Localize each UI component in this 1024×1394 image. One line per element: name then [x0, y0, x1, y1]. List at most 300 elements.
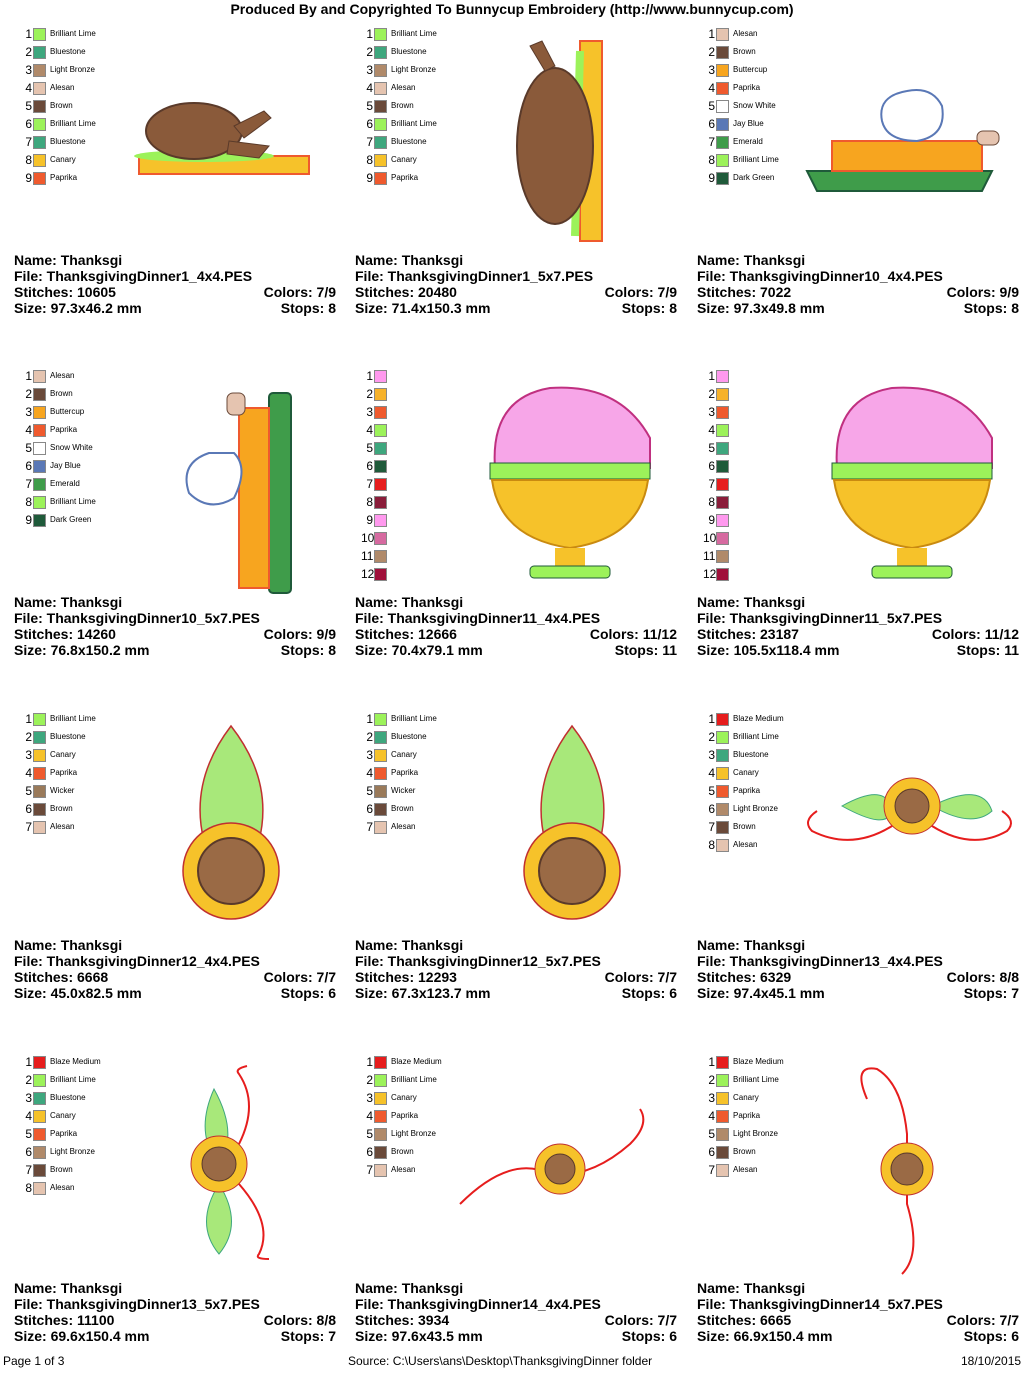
thread-number: 7: [366, 1163, 373, 1177]
design-name: Thanksgi: [401, 594, 464, 610]
thread-swatch: [374, 532, 387, 545]
thread-row: [703, 1108, 793, 1126]
thread-swatch: [33, 460, 46, 473]
design-card: [14, 26, 344, 366]
design-size: 70.4x79.1 mm: [391, 642, 483, 658]
thread-row: [20, 368, 110, 386]
embroidery-preview: [109, 1054, 344, 1284]
source-path: Source: C:\Users\ans\Desktop\ThanksgivingDinner folder: [348, 1354, 653, 1368]
design-info: Name: Thanksgi File: ThanksgivingDinner11_4x4.PES Stitches: 12666 Colors: 11/12 Size: 70.4x79.1 mm Stops: 11: [355, 594, 677, 658]
design-file: ThanksgivingDinner12_5x7.PES: [387, 953, 601, 969]
thread-row: [703, 729, 793, 747]
stitch-count: 6668: [77, 969, 109, 985]
thread-swatch: [374, 370, 387, 383]
thread-row: [20, 512, 110, 530]
thread-number: 4: [366, 423, 373, 437]
thread-number: 5: [25, 441, 32, 455]
thread-name: Bluestone: [50, 1093, 86, 1102]
thread-row: [703, 494, 793, 512]
color-count: 11/12: [984, 626, 1019, 642]
thread-row: [703, 711, 793, 729]
thread-name: Brilliant Lime: [733, 1075, 779, 1084]
thread-number: 2: [708, 1073, 715, 1087]
thread-number: 4: [25, 1109, 32, 1123]
design-file: ThanksgivingDinner14_4x4.PES: [387, 1296, 601, 1312]
thread-row: [361, 512, 451, 530]
thread-name: Canary: [50, 155, 76, 164]
thread-row: [20, 1054, 110, 1072]
thread-row: [361, 1126, 451, 1144]
thread-number: 6: [708, 117, 715, 131]
thread-row: [20, 494, 110, 512]
design-size: 97.3x46.2 mm: [50, 300, 142, 316]
design-card: [355, 368, 685, 708]
design-size: 45.0x82.5 mm: [50, 985, 142, 1001]
thread-number: 7: [708, 820, 715, 834]
design-name: Thanksgi: [60, 594, 123, 610]
thread-name: Jay Blue: [733, 119, 764, 128]
thread-swatch: [33, 767, 46, 780]
thread-name: Brilliant Lime: [391, 119, 437, 128]
thread-number: 7: [708, 1163, 715, 1177]
color-count: 7/9: [657, 284, 677, 300]
thread-swatch: [33, 28, 46, 41]
thread-number: 5: [366, 1127, 373, 1141]
stitch-count: 3934: [418, 1312, 450, 1328]
thread-row: [703, 458, 793, 476]
thread-swatch: [716, 172, 729, 185]
thread-swatch: [33, 1146, 46, 1159]
thread-name: Light Bronze: [50, 1147, 95, 1156]
design-size: 69.6x150.4 mm: [50, 1328, 150, 1344]
embroidery-preview: [109, 26, 344, 256]
embroidery-preview: [792, 368, 1024, 598]
thread-name: Wicker: [50, 786, 75, 795]
thread-number: 6: [708, 1145, 715, 1159]
thread-swatch: [374, 1074, 387, 1087]
thread-number: 1: [25, 1055, 32, 1069]
thread-row: [361, 819, 451, 837]
thread-row: [20, 1126, 110, 1144]
embroidery-preview: [450, 711, 685, 941]
thread-name: Brilliant Lime: [733, 732, 779, 741]
thread-number: 6: [366, 1145, 373, 1159]
thread-swatch: [374, 154, 387, 167]
thread-name: Paprika: [50, 1129, 78, 1138]
design-name: Thanksgi: [60, 252, 123, 268]
thread-swatch: [33, 1092, 46, 1105]
thread-number: 3: [25, 1091, 32, 1105]
thread-swatch: [716, 424, 729, 437]
thread-swatch: [33, 406, 46, 419]
thread-swatch: [716, 749, 729, 762]
thread-name: Brown: [50, 389, 73, 398]
thread-swatch: [716, 406, 729, 419]
thread-swatch: [374, 514, 387, 527]
thread-name: Alesan: [391, 83, 416, 92]
thread-row: [361, 170, 451, 188]
thread-number: 5: [25, 784, 32, 798]
thread-name: Brilliant Lime: [50, 119, 96, 128]
thread-number: 1: [25, 27, 32, 41]
thread-name: Bluestone: [391, 137, 427, 146]
thread-swatch: [716, 839, 729, 852]
thread-number: 9: [25, 171, 32, 185]
stop-count: 6: [669, 1328, 677, 1344]
thread-number: 9: [708, 513, 715, 527]
design-size: 105.5x118.4 mm: [733, 642, 840, 658]
thread-number: 1: [25, 369, 32, 383]
thread-swatch: [716, 496, 729, 509]
thread-row: [361, 152, 451, 170]
thread-row: [361, 386, 451, 404]
thread-row: [361, 1090, 451, 1108]
thread-swatch: [33, 496, 46, 509]
thread-swatch: [716, 785, 729, 798]
thread-row: [20, 1162, 110, 1180]
thread-number: 6: [366, 117, 373, 131]
embroidery-preview: [109, 711, 344, 941]
thread-row: [20, 386, 110, 404]
thread-number: 12: [703, 567, 717, 581]
thread-name: Paprika: [391, 173, 419, 182]
thread-row: [703, 440, 793, 458]
design-card: [14, 368, 344, 708]
thread-row: [20, 152, 110, 170]
thread-row: [20, 26, 110, 44]
thread-swatch: [33, 803, 46, 816]
design-size: 67.3x123.7 mm: [391, 985, 491, 1001]
thread-number: 3: [366, 63, 373, 77]
thread-row: [361, 1054, 451, 1072]
thread-name: Blaze Medium: [733, 1057, 784, 1066]
embroidery-preview: [792, 1054, 1024, 1284]
thread-number: 2: [25, 1073, 32, 1087]
thread-name: Brilliant Lime: [391, 1075, 437, 1084]
thread-row: [703, 1090, 793, 1108]
thread-swatch: [374, 803, 387, 816]
thread-number: 5: [708, 1127, 715, 1141]
thread-number: 6: [708, 802, 715, 816]
thread-name: Brown: [50, 101, 73, 110]
thread-name: Bluestone: [391, 732, 427, 741]
thread-number: 2: [366, 730, 373, 744]
thread-swatch: [33, 118, 46, 131]
thread-swatch: [374, 767, 387, 780]
color-count: 9/9: [999, 284, 1019, 300]
thread-name: Blaze Medium: [50, 1057, 101, 1066]
thread-number: 5: [366, 784, 373, 798]
design-size: 71.4x150.3 mm: [391, 300, 491, 316]
thread-number: 8: [25, 495, 32, 509]
thread-swatch: [33, 154, 46, 167]
thread-name: Paprika: [733, 1111, 761, 1120]
thread-name: Brown: [50, 1165, 73, 1174]
design-name: Thanksgi: [60, 1280, 123, 1296]
stitch-count: 23187: [760, 626, 799, 642]
thread-number: 5: [708, 99, 715, 113]
thread-swatch: [716, 46, 729, 59]
thread-name: Light Bronze: [733, 804, 778, 813]
thread-number: 3: [25, 748, 32, 762]
design-info: Name: Thanksgi File: ThanksgivingDinner10_4x4.PES Stitches: 7022 Colors: 9/9 Size: 97.3x49.8 mm Stops: 8: [697, 252, 1019, 316]
thread-row: [361, 116, 451, 134]
thread-number: 2: [25, 730, 32, 744]
thread-number: 5: [366, 99, 373, 113]
thread-name: Light Bronze: [50, 65, 95, 74]
thread-number: 7: [366, 477, 373, 491]
thread-swatch: [33, 1182, 46, 1195]
thread-swatch: [374, 64, 387, 77]
thread-name: Bluestone: [50, 732, 86, 741]
thread-name: Canary: [733, 768, 759, 777]
color-count: 8/8: [999, 969, 1019, 985]
thread-number: 1: [366, 27, 373, 41]
thread-number: 8: [708, 153, 715, 167]
thread-row: [20, 1144, 110, 1162]
thread-number: 3: [366, 1091, 373, 1105]
thread-swatch: [33, 713, 46, 726]
thread-number: 10: [361, 531, 375, 545]
thread-row: [20, 819, 110, 837]
thread-row: [361, 98, 451, 116]
thread-name: Emerald: [733, 137, 763, 146]
thread-name: Brilliant Lime: [50, 29, 96, 38]
thread-row: [703, 134, 793, 152]
color-count: 7/7: [657, 969, 677, 985]
thread-name: Canary: [391, 1093, 417, 1102]
thread-number: 11: [703, 549, 716, 563]
embroidery-preview: [792, 711, 1024, 941]
thread-swatch: [716, 388, 729, 401]
thread-row: [361, 44, 451, 62]
thread-name: Wicker: [391, 786, 416, 795]
thread-swatch: [374, 568, 387, 581]
thread-name: Brown: [733, 47, 756, 56]
thread-name: Brilliant Lime: [50, 714, 96, 723]
stop-count: 7: [328, 1328, 336, 1344]
design-info: Name: Thanksgi File: ThanksgivingDinner1_4x4.PES Stitches: 10605 Colors: 7/9 Size: 97.3x46.2 mm Stops: 8: [14, 252, 336, 316]
thread-row: [703, 1126, 793, 1144]
design-name: Thanksgi: [60, 937, 123, 953]
design-file: ThanksgivingDinner1_4x4.PES: [46, 268, 253, 284]
thread-swatch: [716, 1164, 729, 1177]
thread-name: Buttercup: [50, 407, 85, 416]
thread-swatch: [374, 82, 387, 95]
thread-name: Paprika: [50, 173, 78, 182]
thread-row: [703, 566, 793, 584]
thread-name: Brown: [391, 1147, 414, 1156]
thread-row: [703, 1054, 793, 1072]
embroidery-preview: [450, 368, 685, 598]
thread-swatch: [33, 172, 46, 185]
thread-name: Paprika: [50, 425, 78, 434]
thread-row: [361, 1162, 451, 1180]
thread-number: 6: [25, 1145, 32, 1159]
design-card: [697, 368, 1024, 708]
stop-count: 11: [662, 642, 677, 658]
thread-number: 7: [366, 135, 373, 149]
thread-row: [20, 404, 110, 422]
stitch-count: 14260: [77, 626, 116, 642]
thread-row: [703, 422, 793, 440]
thread-row: [361, 783, 451, 801]
thread-row: [361, 440, 451, 458]
page-number: Page 1 of 3: [3, 1354, 65, 1368]
design-info: Name: Thanksgi File: ThanksgivingDinner13_4x4.PES Stitches: 6329 Colors: 8/8 Size: 97.4x45.1 mm Stops: 7: [697, 937, 1019, 1001]
thread-swatch: [33, 100, 46, 113]
thread-swatch: [716, 64, 729, 77]
thread-swatch: [374, 1056, 387, 1069]
thread-number: 3: [708, 748, 715, 762]
thread-number: 3: [708, 63, 715, 77]
color-count: 7/7: [657, 1312, 677, 1328]
thread-swatch: [374, 28, 387, 41]
thread-name: Canary: [733, 1093, 759, 1102]
thread-swatch: [374, 172, 387, 185]
thread-swatch: [716, 803, 729, 816]
thread-swatch: [33, 442, 46, 455]
thread-row: [20, 1090, 110, 1108]
thread-swatch: [33, 388, 46, 401]
thread-swatch: [33, 821, 46, 834]
thread-swatch: [374, 1110, 387, 1123]
design-file: ThanksgivingDinner12_4x4.PES: [46, 953, 260, 969]
thread-name: Bluestone: [733, 750, 769, 759]
thread-swatch: [716, 1056, 729, 1069]
thread-number: 5: [708, 784, 715, 798]
thread-number: 1: [366, 369, 373, 383]
design-card: [14, 711, 344, 1051]
thread-number: 4: [25, 766, 32, 780]
thread-name: Alesan: [50, 371, 75, 380]
thread-name: Brilliant Lime: [50, 497, 96, 506]
thread-swatch: [716, 731, 729, 744]
thread-name: Blaze Medium: [733, 714, 784, 723]
thread-swatch: [33, 731, 46, 744]
thread-row: [20, 1108, 110, 1126]
thread-row: [703, 116, 793, 134]
thread-number: 7: [708, 135, 715, 149]
thread-row: [361, 566, 451, 584]
design-name: Thanksgi: [743, 252, 806, 268]
thread-number: 2: [366, 1073, 373, 1087]
thread-name: Alesan: [733, 29, 758, 38]
thread-swatch: [374, 424, 387, 437]
thread-row: [703, 548, 793, 566]
design-file: ThanksgivingDinner14_5x7.PES: [729, 1296, 943, 1312]
thread-row: [703, 386, 793, 404]
design-file: ThanksgivingDinner11_4x4.PES: [387, 610, 601, 626]
thread-row: [20, 134, 110, 152]
thread-row: [361, 62, 451, 80]
design-info: Name: Thanksgi File: ThanksgivingDinner12_5x7.PES Stitches: 12293 Colors: 7/7 Size: 67.3x123.7 mm Stops: 6: [355, 937, 677, 1001]
thread-number: 6: [25, 117, 32, 131]
thread-number: 9: [25, 513, 32, 527]
thread-row: [20, 116, 110, 134]
design-info: Name: Thanksgi File: ThanksgivingDinner10_5x7.PES Stitches: 14260 Colors: 9/9 Size: 76.8x150.2 mm Stops: 8: [14, 594, 336, 658]
thread-swatch: [716, 514, 729, 527]
design-card: [697, 1054, 1024, 1394]
thread-number: 7: [25, 820, 32, 834]
design-name: Thanksgi: [401, 1280, 464, 1296]
thread-swatch: [716, 1146, 729, 1159]
thread-number: 2: [366, 45, 373, 59]
thread-name: Dark Green: [733, 173, 775, 182]
thread-swatch: [716, 713, 729, 726]
stop-count: 7: [1011, 985, 1019, 1001]
thread-number: 1: [366, 1055, 373, 1069]
design-size: 76.8x150.2 mm: [50, 642, 150, 658]
thread-name: Brown: [733, 822, 756, 831]
thread-number: 7: [366, 820, 373, 834]
thread-row: [703, 476, 793, 494]
thread-swatch: [374, 442, 387, 455]
thread-name: Light Bronze: [733, 1129, 778, 1138]
thread-row: [20, 1072, 110, 1090]
stop-count: 8: [328, 642, 336, 658]
thread-swatch: [33, 64, 46, 77]
thread-row: [20, 1180, 110, 1198]
design-file: ThanksgivingDinner1_5x7.PES: [387, 268, 594, 284]
thread-row: [361, 1072, 451, 1090]
stitch-count: 11100: [77, 1312, 115, 1328]
thread-row: [20, 801, 110, 819]
thread-row: [20, 711, 110, 729]
thread-row: [703, 765, 793, 783]
thread-row: [703, 98, 793, 116]
thread-number: 1: [708, 1055, 715, 1069]
color-count: 8/8: [316, 1312, 336, 1328]
thread-row: [703, 404, 793, 422]
thread-row: [361, 134, 451, 152]
stop-count: 8: [328, 300, 336, 316]
page-header: Produced By and Copyrighted To Bunnycup Embroidery (http://www.bunnycup.com): [230, 1, 794, 17]
thread-swatch: [716, 821, 729, 834]
thread-number: 1: [708, 369, 715, 383]
thread-name: Brilliant Lime: [733, 155, 779, 164]
thread-row: [361, 422, 451, 440]
thread-name: Alesan: [50, 822, 75, 831]
thread-name: Brown: [391, 804, 414, 813]
thread-name: Canary: [50, 750, 76, 759]
thread-swatch: [33, 136, 46, 149]
thread-swatch: [374, 406, 387, 419]
thread-number: 5: [708, 441, 715, 455]
thread-number: 5: [25, 1127, 32, 1141]
stop-count: 6: [1011, 1328, 1019, 1344]
design-name: Thanksgi: [743, 937, 806, 953]
thread-number: 2: [25, 387, 32, 401]
thread-swatch: [374, 1146, 387, 1159]
stop-count: 8: [1011, 300, 1019, 316]
thread-name: Bluestone: [50, 137, 86, 146]
thread-name: Alesan: [391, 1165, 416, 1174]
thread-swatch: [374, 1128, 387, 1141]
design-info: Name: Thanksgi File: ThanksgivingDinner11_5x7.PES Stitches: 23187 Colors: 11/12 Size: 105.5x118.4 mm Stops: 11: [697, 594, 1019, 658]
thread-row: [361, 404, 451, 422]
thread-row: [703, 26, 793, 44]
thread-number: 6: [708, 459, 715, 473]
color-count: 7/7: [316, 969, 336, 985]
thread-row: [361, 747, 451, 765]
thread-row: [703, 1072, 793, 1090]
color-count: 9/9: [316, 626, 336, 642]
thread-number: 6: [366, 802, 373, 816]
thread-swatch: [716, 532, 729, 545]
thread-row: [703, 170, 793, 188]
thread-number: 1: [708, 712, 715, 726]
